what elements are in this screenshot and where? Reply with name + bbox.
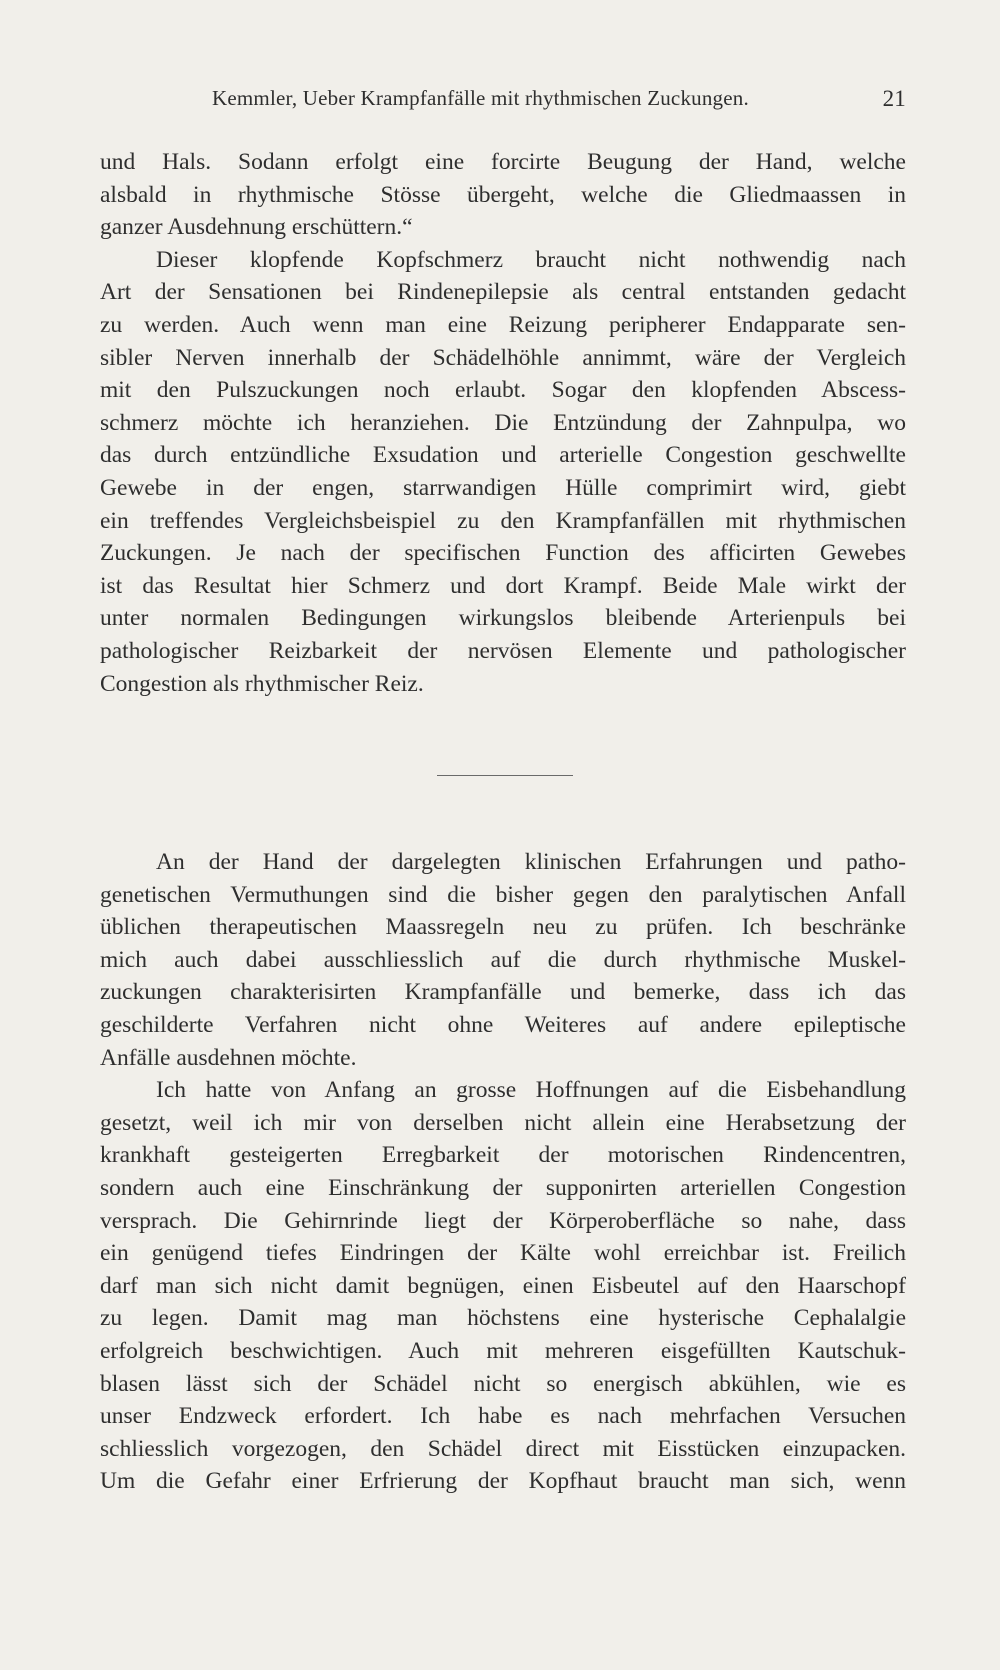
text-line: geschilderte Verfahren nicht ohne Weiteres auf andere epileptische — [100, 1011, 906, 1038]
text-line: gesetzt, weil ich mir von derselben nicht allein eine Herabsetzung der — [100, 1109, 906, 1136]
text-line: darf man sich nicht damit begnügen, einen Eisbeutel auf den Haarschopf — [100, 1272, 906, 1299]
text-line: blasen lässt sich der Schädel nicht so energisch abkühlen, wie es — [100, 1370, 906, 1397]
text-line: ein genügend tiefes Eindringen der Kälte wohl erreichbar ist. Freilich — [100, 1240, 906, 1267]
text-line: zu legen. Damit mag man höchstens eine hysterische Cephalalgie — [100, 1305, 906, 1332]
text-line: Gewebe in der engen, starrwandigen Hülle comprimirt wird, giebt — [100, 474, 906, 501]
text-line: genetischen Vermuthungen sind die bisher gegen den paralytischen Anfall — [100, 881, 906, 908]
text-line: Ich hatte von Anfang an grosse Hoffnungen auf die Eisbehandlung — [156, 1077, 906, 1104]
section-divider — [437, 775, 573, 776]
running-title: Kemmler, Ueber Krampfanfälle mit rhythmischen Zuckungen. — [212, 86, 749, 110]
text-line: zu werden. Auch wenn man eine Reizung peripherer Endapparate sen- — [100, 311, 906, 338]
text-line: Congestion als rhythmischer Reiz. — [100, 670, 424, 697]
text-line: ist das Resultat hier Schmerz und dort Krampf. Beide Male wirkt der — [100, 572, 906, 599]
text-line: Anfälle ausdehnen möchte. — [100, 1044, 357, 1071]
text-line: pathologischer Reizbarkeit der nervösen Elemente und pathologischer — [100, 637, 906, 664]
text-line: Dieser klopfende Kopfschmerz braucht nicht nothwendig nach — [156, 246, 906, 273]
text-line: Zuckungen. Je nach der specifischen Function des afficirten Gewebes — [100, 540, 906, 567]
text-line: unter normalen Bedingungen wirkungslos bleibende Arterienpuls bei — [100, 605, 906, 632]
text-line: erfolgreich beschwichtigen. Auch mit mehreren eisgefüllten Kautschuk- — [100, 1337, 906, 1364]
paragraph-block-1 — [100, 146, 906, 700]
text-line: und Hals. Sodann erfolgt eine forcirte Beugung der Hand, welche — [100, 149, 906, 175]
text-line: alsbald in rhythmische Stösse übergeht, welche die Gliedmaassen in — [100, 181, 906, 208]
text-line: mit den Pulszuckungen noch erlaubt. Sogar den klopfenden Abscess- — [100, 377, 906, 404]
text-line: Um die Gefahr einer Erfrierung der Kopfhaut braucht man sich, wenn — [100, 1468, 906, 1495]
text-line: üblichen therapeutischen Maassregeln neu zu prüfen. Ich beschränke — [100, 914, 906, 941]
text-line: schmerz möchte ich heranziehen. Die Entzündung der Zahnpulpa, wo — [100, 409, 906, 436]
page-number: 21 — [882, 86, 906, 111]
text-line: versprach. Die Gehirnrinde liegt der Körperoberfläche so nahe, dass — [100, 1207, 906, 1234]
running-header — [100, 86, 906, 118]
text-line: sondern auch eine Einschränkung der supponirten arteriellen Congestion — [100, 1174, 906, 1201]
text-line: schliesslich vorgezogen, den Schädel direct mit Eisstücken einzupacken. — [100, 1435, 906, 1462]
text-line: zuckungen charakterisirten Krampfanfälle und bemerke, dass ich das — [100, 979, 906, 1006]
text-line: ein treffendes Vergleichsbeispiel zu den Krampfanfällen mit rhythmischen — [100, 507, 906, 534]
text-line: Art der Sensationen bei Rindenepilepsie als central entstanden gedacht — [100, 279, 906, 306]
text-line: krankhaft gesteigerten Erregbarkeit der motorischen Rindencentren, — [100, 1142, 906, 1169]
text-line: das durch entzündliche Exsudation und arterielle Congestion geschwellte — [100, 442, 906, 469]
text-line: unser Endzweck erfordert. Ich habe es nach mehrfachen Versuchen — [100, 1403, 906, 1430]
text-line: mich auch dabei ausschliesslich auf die durch rhythmische Muskel- — [100, 946, 906, 973]
text-line: ganzer Ausdehnung erschüttern.“ — [100, 214, 413, 241]
paragraph-block-2 — [100, 846, 906, 1498]
text-line: sibler Nerven innerhalb der Schädelhöhle annimmt, wäre der Vergleich — [100, 344, 906, 371]
text-line: An der Hand der dargelegten klinischen Erfahrungen und patho- — [156, 849, 906, 875]
